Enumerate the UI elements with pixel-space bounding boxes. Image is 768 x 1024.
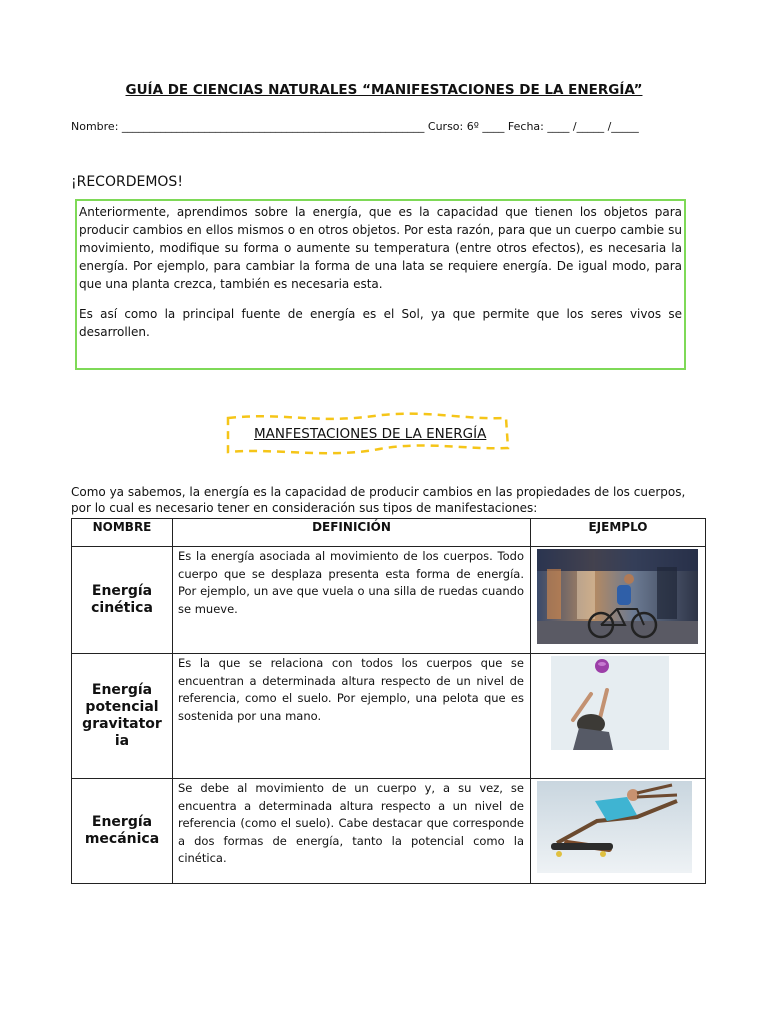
student-info-line: Nombre: _______________________________________________________ Curso: 6º ____ Fecha: ____ /_____ /_____ bbox=[71, 120, 639, 133]
energy-name-cell: Energía mecánica bbox=[72, 779, 173, 884]
cyclist-photo bbox=[537, 549, 698, 644]
page-title: GUÍA DE CIENCIAS NATURALES “MANIFESTACIONES DE LA ENERGÍA” bbox=[125, 82, 643, 98]
energy-name-cell: Energía potencial gravitator ia bbox=[72, 654, 173, 779]
energy-example-cell bbox=[531, 654, 706, 779]
recordemos-box bbox=[75, 199, 686, 370]
energy-definition-cell: Se debe al movimiento de un cuerpo y, a su vez, se encuentra a determinada altura respecto a un nivel de referencia (como el suelo). Cabe destacar que corresponde a dos formas de energía, tanto la potencial como la cinética. bbox=[173, 779, 531, 884]
energy-example-cell bbox=[531, 547, 706, 654]
header-ejemplo: EJEMPLO bbox=[531, 519, 706, 547]
table-row bbox=[72, 779, 706, 884]
header-definicion: DEFINICIÓN bbox=[173, 519, 531, 547]
energy-definition-cell: Es la energía asociada al movimiento de los cuerpos. Todo cuerpo que se desplaza presenta esta forma de energía. Por ejemplo, un ave que vuela o una silla de ruedas cuando se mueve. bbox=[173, 547, 531, 654]
table-row bbox=[72, 654, 706, 779]
intro-paragraph: Como ya sabemos, la energía es la capacidad de producir cambios en las propiedades de los cuerpos, por lo cual es necesario tener en consideración sus tipos de manifestaciones: bbox=[71, 485, 686, 515]
ball-toss-photo bbox=[551, 656, 669, 750]
section-banner bbox=[224, 410, 514, 458]
recordemos-paragraph-2: Es así como la principal fuente de energía es el Sol, ya que permite que los seres vivos se desarrollen. bbox=[79, 307, 682, 339]
energy-definition-cell: Es la que se relaciona con todos los cuerpos que se encuentran a determinada altura respecto de un nivel de referencia, como el suelo. Por ejemplo, una pelota que es sostenida por una mano. bbox=[173, 654, 531, 779]
header-nombre: NOMBRE bbox=[72, 519, 173, 547]
recordemos-paragraph-1: Anteriormente, aprendimos sobre la energía, que es la capacidad que tienen los objetos para producir cambios en ellos mismos o en otros objetos. Por esta razón, para que un cuerpo cambie su movimiento, modifique su forma o aumente su temperatura (entre otros efectos), es necesaria la energía. Por ejemplo, para cambiar la forma de una lata se requiere energía. De igual modo, para que una planta crezca, también es necesaria esta. bbox=[79, 205, 682, 291]
energy-name-cell: Energía cinética bbox=[72, 547, 173, 654]
energy-example-cell bbox=[531, 779, 706, 884]
section-title: MANFESTACIONES DE LA ENERGÍA bbox=[254, 426, 487, 442]
table-row bbox=[72, 547, 706, 654]
skateboarder-photo bbox=[537, 781, 692, 873]
recordemos-heading: ¡RECORDEMOS! bbox=[71, 174, 183, 190]
energy-table bbox=[71, 518, 706, 884]
